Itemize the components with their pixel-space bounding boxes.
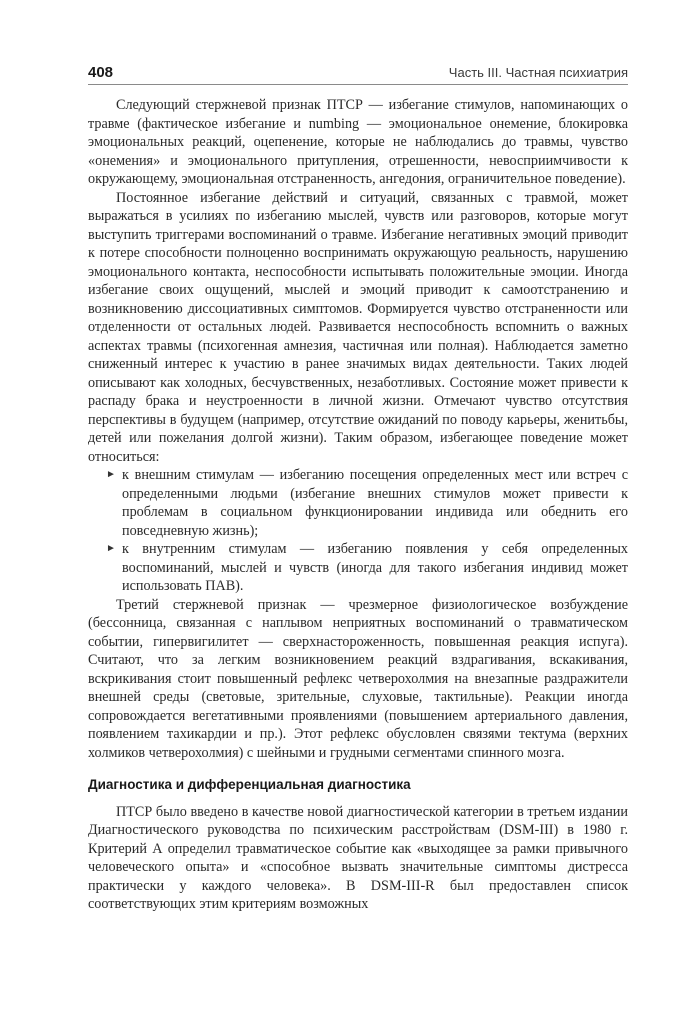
running-head: Часть III. Частная психиатрия <box>448 65 628 80</box>
list-item <box>88 540 628 596</box>
paragraph-2: Постоянное избегание действий и ситуаций, связанных с травмой, может выражаться в усилиях по избеганию мыслей, чувств или разговоров, которые могут выступить триггерами воспоминаний о травме. Избегание негативных эмоций приводит к потере способности полноценно воспринимать окружающую реальность, нарушению эмоционального контакта, неспособности испытывать положительные эмоции. Иногда избегание своих ощущений, мыслей и эмоций приводит к самоотстранению и возникновению диссоциативных симптомов. Формируется чувство отстраненности или отделенности от остальных людей. Развивается неспособность вспомнить о важных аспектах травмы (психогенная амнезия, частичная или полная). Наблюдается заметно сниженный интерес к участию в ранее значимых видах деятельности. Таких людей описывают как холодных, бесчувственных, незаботливых. Состояние может привести к распаду брака и неустроенности в личной жизни. Отмечают чувство отсутствия перспективы в будущем (например, отсутствие ожиданий по поводу карьеры, женитьбы, детей или пожелания долгой жизни). Таким образом, избегающее поведение может относиться: <box>88 189 628 465</box>
page-number: 408 <box>88 64 114 81</box>
paragraph-1: Следующий стержневой признак ПТСР — избегание стимулов, напоминающих о травме (фактическое избегание и numbing — эмоциональное онемение, блокировка эмоциональных реакций, оцепенение, которые не наблюдались до травмы, чувство «онемения» и эмоционального притупления, отрешенности, невосприимчивости к окружающему, эмоциональная отстраненность, ангедония, ограничительное поведение). <box>88 97 628 187</box>
paragraph-4: ПТСР было введено в качестве новой диагностической категории в третьем издании Диагностического руководства по психическим расстройствам (DSM-III) в 1980 г. Критерий А определил травматическое событие как «выходящее за рамки привычного человеческого опыта» и «способное вызвать значительные симптомы дистресса практически у каждого человека». В DSM-III-R был предоставлен список соответствующих этим критериям возможных <box>88 803 628 912</box>
list-item <box>88 466 628 540</box>
body-text <box>88 96 628 914</box>
triangle-bullet-icon: ► <box>106 543 116 554</box>
section-heading: Диагностика и дифференциальная диагностика <box>88 777 411 792</box>
list-item-text: к внутренним стимулам — избеганию появления у себя определенных воспоминаний, мыслей и чувств (иногда для такого избегания индивид может использовать ПАВ). <box>122 541 628 594</box>
triangle-bullet-icon: ► <box>106 469 116 480</box>
list-item-text: к внешним стимулам — избеганию посещения определенных мест или встреч с определенными людьми (избегание внешних стимулов может привести к проблемам в социальном функционировании индивида или обеднить его повседневную жизнь); <box>122 467 628 539</box>
paragraph-3: Третий стержневой признак — чрезмерное физиологическое возбуждение (бессонница, связанная с наплывом неприятных воспоминаний о травматическом событии, гипервигилитет — сверхнастороженность, повышенная реакция испуга). Считают, что за легким возникновением реакций вздрагивания, вскакивания, вскрикивания стоит повышенный рефлекс четверохолмия на внезапные раздражители внешней среды (световые, зрительные, слуховые, тактильные). Реакции иногда сопровождается вегетативными проявлениями (повышением артериального давления, появлением тахикардии и пр.). Этот рефлекс обусловлен связями тектума (верхних холмиков четверохолмия) с шейными и грудными сегментами спинного мозга. <box>88 596 628 761</box>
avoidance-list <box>88 466 628 596</box>
page-header <box>88 64 628 84</box>
header-rule <box>88 84 628 85</box>
